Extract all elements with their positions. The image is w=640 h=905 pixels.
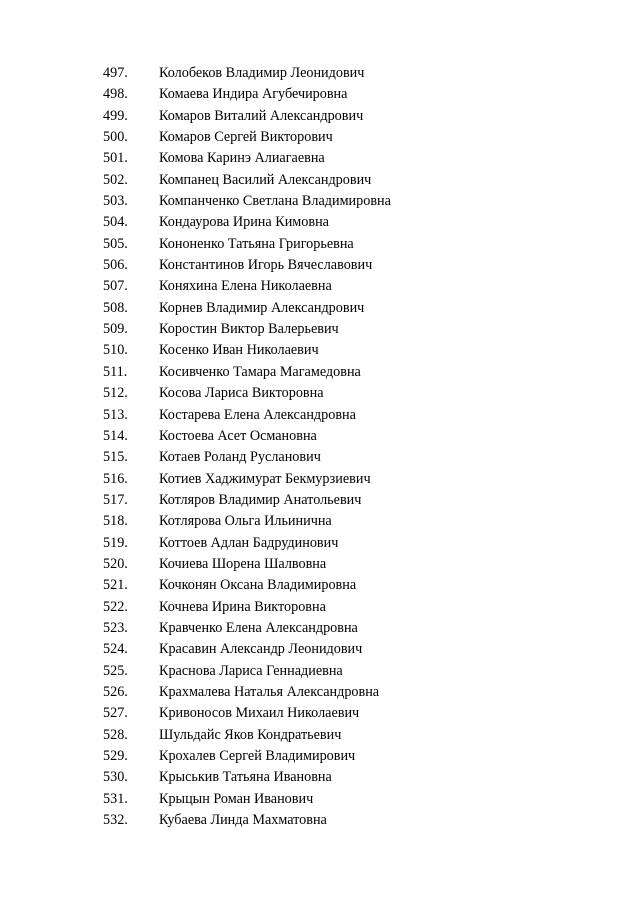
list-item: [0, 639, 640, 660]
entry-number: 507.: [103, 278, 128, 295]
list-item: [0, 106, 640, 127]
list-item: [0, 575, 640, 596]
entry-number: 518.: [103, 513, 128, 530]
list-item: [0, 340, 640, 361]
list-item: [0, 426, 640, 447]
entry-name: Крохалев Сергей Владимирович: [159, 748, 356, 764]
list-item: [0, 682, 640, 703]
entry-name: Кочнева Ирина Викторовна: [159, 598, 326, 615]
entry-name: Кондаурова Ирина Кимовна: [159, 214, 329, 231]
entry-name: Крыцын Роман Иванович: [159, 790, 314, 807]
list-item: [0, 767, 640, 788]
entry-number: 515.: [103, 449, 128, 466]
entry-name: Кривоносов Михаил Николаевич: [159, 705, 360, 722]
list-item: [0, 63, 640, 84]
list-item: [0, 212, 640, 233]
list-item: [0, 810, 640, 831]
entry-name: Котлярова Ольга Ильинична: [159, 513, 332, 530]
entry-number: 521.: [103, 577, 128, 594]
entry-number: 531.: [103, 790, 128, 807]
entry-number: 520.: [103, 555, 128, 572]
list-item: [0, 618, 640, 639]
entry-number: 516.: [103, 470, 128, 487]
entry-name: Константинов Игорь Вячеславович: [159, 257, 373, 274]
list-item: [0, 127, 640, 148]
entry-number: 519.: [103, 534, 128, 551]
entry-name: Кравченко Елена Александровна: [159, 619, 358, 636]
list-item: [0, 725, 640, 746]
entry-number: 522.: [103, 598, 128, 615]
list-item: [0, 148, 640, 169]
entry-number: 511.: [103, 363, 128, 380]
entry-number: 499.: [103, 107, 128, 124]
list-item: [0, 469, 640, 490]
entry-number: 506.: [103, 257, 128, 274]
list-item: [0, 447, 640, 468]
entry-number: 530.: [103, 769, 128, 786]
entry-name: Коняхина Елена Николаевна: [159, 278, 332, 295]
list-item: [0, 319, 640, 340]
entry-number: 525.: [103, 662, 128, 679]
list-item: [0, 362, 640, 383]
entry-name: Краснова Лариса Геннадиевна: [159, 662, 343, 679]
entry-number: 524.: [103, 641, 128, 658]
list-item: [0, 276, 640, 297]
entry-name: Коттоев Адлан Бадрудинович: [159, 534, 339, 551]
entry-name: Комаева Индира Агубечировна: [159, 86, 348, 103]
list-item: [0, 405, 640, 426]
list-item: [0, 554, 640, 575]
entry-number: 497.: [103, 65, 128, 81]
list-item: [0, 789, 640, 810]
entry-number: 503.: [103, 193, 128, 210]
entry-name: Крыськив Татьяна Ивановна: [159, 769, 332, 786]
entry-name: Косова Лариса Викторовна: [159, 385, 324, 402]
entry-number: 526.: [103, 683, 128, 700]
list-item: [0, 746, 640, 767]
entry-name: Котаев Роланд Русланович: [159, 449, 321, 466]
entry-name: Комова Каринэ Алиагаевна: [159, 150, 325, 167]
name-list: [0, 63, 640, 831]
list-item: [0, 255, 640, 276]
entry-number: 500.: [103, 129, 128, 146]
list-item: [0, 170, 640, 191]
entry-name: Шульдайс Яков Кондратьевич: [159, 726, 342, 743]
entry-name: Кочконян Оксана Владимировна: [159, 577, 357, 594]
list-item: [0, 234, 640, 255]
list-item: [0, 703, 640, 724]
entry-number: 528.: [103, 726, 128, 743]
entry-number: 527.: [103, 705, 128, 722]
entry-name: Кононенко Татьяна Григорьевна: [159, 235, 354, 252]
entry-name: Костарева Елена Александровна: [159, 406, 356, 423]
entry-number: 504.: [103, 214, 128, 231]
list-item: [0, 533, 640, 554]
entry-number: 510.: [103, 342, 128, 359]
entry-name: Компанченко Светлана Владимировна: [159, 193, 391, 210]
entry-number: 502.: [103, 171, 128, 188]
entry-name: Костоева Асет Османовна: [159, 427, 317, 444]
entry-number: 529.: [103, 748, 128, 764]
entry-name: Корнев Владимир Александрович: [159, 299, 365, 316]
entry-name: Кубаева Линда Махматовна: [159, 812, 327, 829]
entry-name: Колобеков Владимир Леонидович: [159, 65, 365, 81]
list-item: [0, 490, 640, 511]
entry-number: 512.: [103, 385, 128, 402]
entry-name: Котляров Владимир Анатольевич: [159, 491, 362, 508]
entry-number: 509.: [103, 321, 128, 338]
entry-number: 505.: [103, 235, 128, 252]
entry-name: Коростин Виктор Валерьевич: [159, 321, 339, 338]
entry-name: Косивченко Тамара Магамедовна: [159, 363, 361, 380]
entry-number: 514.: [103, 427, 128, 444]
entry-name: Косенко Иван Николаевич: [159, 342, 319, 359]
entry-name: Крахмалева Наталья Александровна: [159, 683, 380, 700]
list-item: [0, 511, 640, 532]
list-item: [0, 191, 640, 212]
entry-name: Компанец Василий Александрович: [159, 171, 372, 188]
entry-name: Комаров Виталий Александрович: [159, 107, 364, 124]
list-item: [0, 298, 640, 319]
entry-number: 501.: [103, 150, 128, 167]
entry-number: 513.: [103, 406, 128, 423]
entry-number: 523.: [103, 619, 128, 636]
entry-name: Красавин Александр Леонидович: [159, 641, 363, 658]
list-item: [0, 84, 640, 105]
entry-number: 532.: [103, 812, 128, 829]
entry-name: Котиев Хаджимурат Бекмурзиевич: [159, 470, 371, 487]
list-item: [0, 597, 640, 618]
list-item: [0, 661, 640, 682]
list-item: [0, 383, 640, 404]
entry-number: 498.: [103, 86, 128, 103]
entry-number: 508.: [103, 299, 128, 316]
entry-name: Кочиева Шорена Шалвовна: [159, 555, 327, 572]
entry-number: 517.: [103, 491, 128, 508]
entry-name: Комаров Сергей Викторович: [159, 129, 333, 146]
